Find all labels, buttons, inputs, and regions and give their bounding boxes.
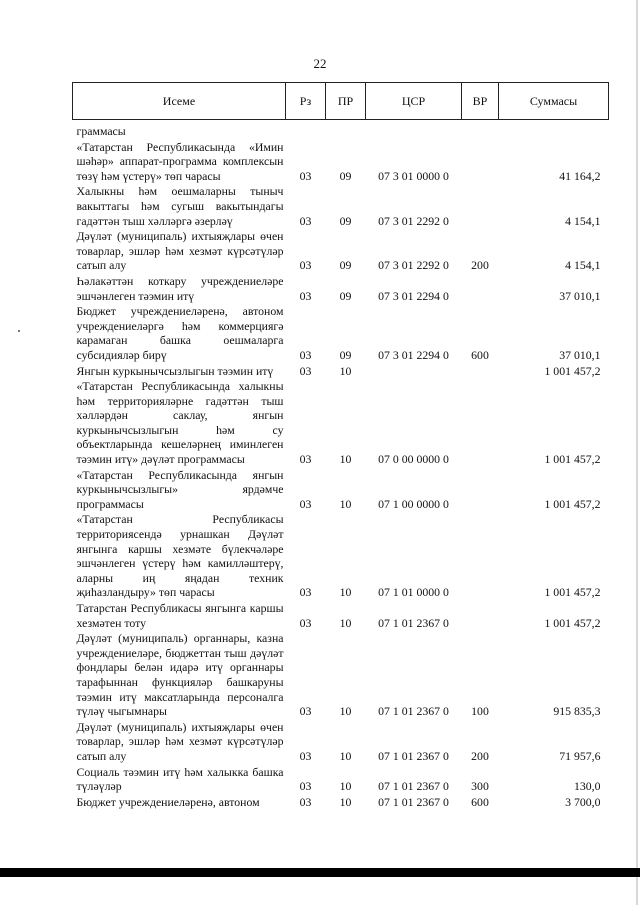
row-vr: 200: [471, 748, 489, 763]
row-vr: 200: [471, 258, 489, 273]
row-vr: [462, 364, 499, 380]
row-csr: 07 1 01 2367 0: [378, 704, 449, 719]
table-row: [73, 720, 609, 765]
budget-table: [72, 82, 609, 810]
row-vr: [462, 120, 499, 140]
row-csr: 07 1 01 2367 0: [378, 748, 449, 763]
table-row: [73, 795, 609, 811]
row-csr: [366, 120, 462, 140]
row-vr: [462, 274, 499, 304]
table-row: [73, 601, 609, 631]
row-rz: 03: [299, 213, 312, 228]
row-name: «Татарстан Республикасында «Имин шәһәр» аппарат-программа комплексын төзү һәм үстерү» төп чарасы: [76, 139, 284, 183]
row-sum: 3 700,0: [565, 794, 601, 809]
row-name: Дәүләт (муниципаль) ихтыяҗлары өчен товарлар, эшләр һәм хезмәт күрсәтүләр сатып алу: [76, 229, 284, 273]
row-rz: 03: [299, 258, 312, 273]
row-vr: 300: [471, 779, 489, 794]
row-name: Дәүләт (муниципаль) ихтыяҗлары өчен товарлар, эшләр һәм хезмәт күрсәтүләр сатып алу: [76, 719, 284, 763]
row-rz: 03: [299, 704, 312, 719]
table-row: [73, 274, 609, 304]
row-name: «Татарстан Республикасында янгын куркынычсызлыгы» ярдәмче программасы: [76, 467, 284, 511]
row-sum: 1 001 457,2: [544, 615, 601, 630]
row-name: Социаль тәэмин итү һәм халыкка башка түләүләр: [76, 764, 284, 794]
table-row: [73, 379, 609, 468]
table-row: [73, 140, 609, 185]
row-name: Дәүләт (муниципаль) органнары, казна учреждениеләре, бюджеттан тыш дәүләт фондлары белән идарә итү органнары тарафыннан функцияләр башкаруны тәэмин итү максатларында персоналга түләү чыгымнары: [76, 631, 284, 719]
row-rz: 03: [299, 168, 312, 183]
table-row: [73, 184, 609, 229]
row-csr: 07 0 00 0000 0: [378, 452, 449, 467]
row-sum: 1 001 457,2: [544, 496, 601, 511]
row-csr: 07 3 01 2292 0: [378, 213, 449, 228]
row-pr: 10: [339, 779, 352, 794]
row-pr: 09: [339, 288, 352, 303]
row-vr: [462, 512, 499, 601]
row-pr: [326, 120, 366, 140]
row-name: Бюджет учреждениеләренә, автоном: [76, 794, 260, 809]
header-rz: Рз: [286, 83, 326, 120]
table-row: [73, 304, 609, 363]
row-csr: 07 3 01 2294 0: [378, 288, 449, 303]
row-vr: [462, 140, 499, 185]
row-pr: 10: [339, 794, 352, 809]
row-name: Янгын куркынычсызлыгын тәэмин итү: [76, 363, 274, 378]
row-sum: 130,0: [573, 779, 601, 794]
row-vr: 100: [471, 704, 489, 719]
row-sum: 4 154,1: [565, 213, 601, 228]
header-csr: ЦСР: [366, 83, 462, 120]
header-vr: ВР: [462, 83, 499, 120]
row-pr: 09: [339, 347, 352, 362]
row-sum: 37 010,1: [559, 288, 601, 303]
row-csr: 07 3 01 2292 0: [378, 258, 449, 273]
row-pr: 09: [339, 168, 352, 183]
row-name: «Татарстан Республикасында халыкны һәм территорияләрне гадәттән тыш хәлләрдән саклау, янгын куркынычсызлыгын һәм су объектларында кешеләрнең иминлеген тәэмин итү» дәүләт программасы: [76, 379, 284, 467]
row-vr: [462, 468, 499, 513]
row-name: Халыкны һәм оешмаларны тыныч вакыттагы һәм сугыш вакытындагы гадәттән тыш хәлләргә әзерләү: [76, 184, 284, 228]
row-csr: 07 1 01 0000 0: [378, 585, 449, 600]
row-rz: 03: [299, 748, 312, 763]
row-pr: 09: [339, 213, 352, 228]
table-row: [73, 468, 609, 513]
row-sum: 37 010,1: [559, 347, 601, 362]
row-rz: 03: [299, 363, 312, 378]
row-csr: 07 3 01 0000 0: [378, 168, 449, 183]
row-name: Һәлакәттән коткару учреждениеләре эшчәнлеген тәэмин итү: [76, 273, 284, 303]
row-csr: 07 1 00 0000 0: [378, 496, 449, 511]
row-vr: 600: [471, 347, 489, 362]
row-pr: 10: [339, 452, 352, 467]
row-pr: 10: [339, 615, 352, 630]
row-sum: 71 957,6: [559, 748, 601, 763]
row-name: граммасы: [76, 124, 126, 138]
row-rz: 03: [299, 585, 312, 600]
row-name: «Татарстан Республикасы территориясендә урнашкан Дәүләт янгынга каршы хезмәте бүлекчәләре эшчәнлеген үстерү һәм камилләштерү, аларны иң яңадан техник җиһазландыру» төп чарасы: [76, 512, 284, 600]
row-vr: 600: [471, 794, 489, 809]
row-pr: 10: [339, 496, 352, 511]
row-sum: 1 001 457,2: [544, 363, 601, 378]
row-rz: [286, 120, 326, 140]
row-pr: 10: [339, 363, 352, 378]
table-row: [73, 631, 609, 720]
row-sum: 4 154,1: [565, 258, 601, 273]
scan-artifact: [18, 330, 20, 332]
table-row: [73, 512, 609, 601]
table-row: [73, 229, 609, 274]
row-pr: 09: [339, 258, 352, 273]
row-vr: [462, 601, 499, 631]
row-sum: 1 001 457,2: [544, 452, 601, 467]
row-vr: [462, 184, 499, 229]
row-rz: 03: [299, 496, 312, 511]
row-csr: 07 3 01 2294 0: [378, 347, 449, 362]
table-row: [73, 120, 609, 140]
row-rz: 03: [299, 452, 312, 467]
row-sum: 915 835,3: [553, 704, 601, 719]
row-csr: 07 1 01 2367 0: [378, 779, 449, 794]
row-name: Татарстан Республикасы янгынга каршы хезмәтен тоту: [76, 601, 284, 630]
row-rz: 03: [299, 615, 312, 630]
row-pr: 10: [339, 585, 352, 600]
row-sum: [499, 120, 609, 140]
row-pr: 10: [339, 704, 352, 719]
scan-bottom-bar: [0, 868, 640, 877]
header-sum: Суммасы: [499, 83, 609, 120]
page-number: 22: [313, 56, 327, 71]
row-vr: [462, 379, 499, 468]
row-csr: 07 1 01 2367 0: [378, 794, 449, 809]
row-rz: 03: [299, 794, 312, 809]
header-pr: ПР: [326, 83, 366, 120]
table-header-row: [73, 83, 609, 120]
row-rz: 03: [299, 347, 312, 362]
row-csr: [366, 364, 462, 380]
row-pr: 10: [339, 748, 352, 763]
table-row: [73, 765, 609, 795]
row-name: Бюджет учреждениеләренә, автоном учреждениеләргә һәм коммерциягә карамаган башка оешмаларга субсидияләр бирү: [76, 304, 284, 362]
row-sum: 41 164,2: [559, 168, 601, 183]
row-csr: 07 1 01 2367 0: [378, 615, 449, 630]
row-rz: 03: [299, 288, 312, 303]
scan-edge: [636, 0, 638, 905]
table-row: [73, 364, 609, 380]
row-rz: 03: [299, 779, 312, 794]
row-sum: 1 001 457,2: [544, 585, 601, 600]
header-name: Исеме: [73, 83, 286, 120]
